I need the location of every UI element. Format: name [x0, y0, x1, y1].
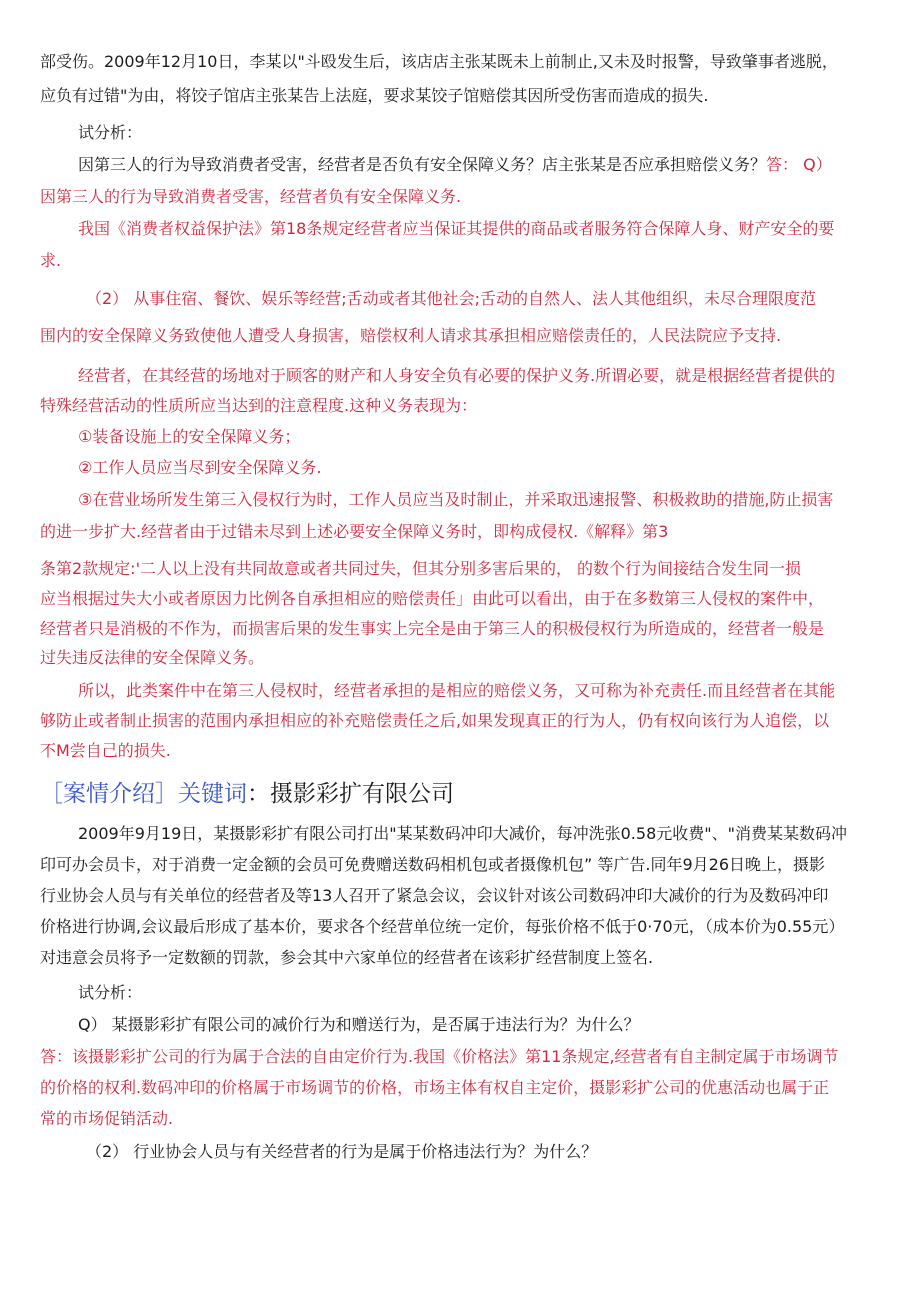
case-intro-line: 部受伤。2009年12月10日，李某以"斗殴发生后，该店店主张某既未上前制止,又未及时报警，导致肇事者逃脱，	[40, 52, 838, 71]
answer-list-item: ③在营业场所发生第三入侵权行为时，工作人员应当及时制止，并采取迅速报警、积极救助的措施,防止损害	[78, 490, 834, 509]
answer-line: 应当根据过失大小或者原因力比例各自承担相应的赔偿责任」由此可以看出，由于在多数第三人侵权的案件中，	[40, 589, 825, 608]
answer-line: 不M尝自己的损失.	[40, 741, 171, 760]
question-line: （2） 行业协会人员与有关经营者的行为是属于价格违法行为？为什么？	[86, 1142, 598, 1161]
answer-line: 围内的安全保障义务致使他人遭受人身损害，赔偿权利人请求其承担相应赔偿责任的，人民法院应予支持.	[40, 326, 782, 345]
case-line: 印可办会员卡，对于消费一定金额的会员可免费赠送数码相机包或者摄像机包” 等广告.同年9月26日晚上，摄影	[40, 855, 826, 874]
question-line: Q） 某摄影彩扩有限公司的减价行为和赠送行为，是否属于违法行为？为什么？	[78, 1015, 640, 1034]
answer-list-item: ①装备设施上的安全保障义务；	[78, 427, 301, 446]
answer-line: 条第2款规定:'二人以上没有共同故意或者共同过失，但其分别多害后果的， 的数个行为间接结合发生同一损	[40, 559, 802, 578]
answer-list-item: ②工作人员应当尽到安全保障义务.	[78, 458, 322, 477]
answer-line: 够防止或者制止损害的范围内承担相应的补充赔偿责任之后,如果发现真正的行为人，仍有权向该行为人追偿，以	[40, 711, 830, 730]
case-intro-line: 应负有过错"为由，将饺子馆店主张某告上法庭，要求某饺子馆赔偿其因所受伤害而造成的损失.	[40, 86, 709, 105]
heading-keyword: ［案情介绍］关键词	[40, 781, 247, 807]
case-line: 行业协会人员与有关单位的经营者及等13人召开了紧急会议，会议针对该公司数码冲印大减价的行为及数码冲印	[40, 886, 829, 905]
case-line: 价格进行协调,会议最后形成了基本价，要求各个经营单位统一定价，每张价格不低于0·70元，（成本价为0.55元）	[40, 917, 845, 936]
answer-line: 因第三人的行为导致消费者受害，经营者负有安全保障义务.	[40, 187, 462, 206]
answer-line: 常的市场促销活动.	[40, 1109, 174, 1128]
answer-line: 答：该摄影彩扩公司的行为属于合法的自由定价行为.我国《价格法》第11条规定,经营者有自主制定属于市场调节	[40, 1047, 839, 1066]
answer-line: 我国《消费者权益保护法》第18条规定经营者应当保证其提供的商品或者服务符合保障人身、财产安全的要	[78, 219, 835, 238]
answer-line: 所以，此类案件中在第三人侵权时，经营者承担的是相应的赔偿义务，又可称为补充责任.而且经营者在其能	[78, 681, 836, 700]
heading-title: ：摄影彩扩有限公司	[247, 781, 454, 807]
answer-line: （2） 从事住宿、餐饮、娱乐等经营;舌动或者其他社会;舌动的自然人、法人其他组织，未尽合理限度范	[86, 289, 817, 308]
case-line: 对违意会员将予一定数额的罚款，参会其中六家单位的经营者在该彩扩经营制度上签名.	[40, 948, 654, 967]
question-text: 因第三人的行为导致消费者受害，经营者是否负有安全保障义务？店主张某是否应承担赔偿义务？	[78, 155, 767, 174]
question-line	[78, 153, 832, 177]
answer-line: 过失违反法律的安全保障义务。	[40, 648, 265, 667]
analysis-label: 试分析：	[78, 983, 143, 1002]
case-line: 2009年9月19日，某摄影彩扩有限公司打出"某某数码冲印大减价，每冲洗张0.58元收费"、"消费某某数码冲	[78, 824, 847, 843]
answer-line: 的价格的权利.数码冲印的价格属于市场调节的价格，市场主体有权自主定价，摄影彩扩公司的优惠活动也属于正	[40, 1078, 830, 1097]
answer-line: 求.	[40, 251, 62, 270]
analysis-label: 试分析：	[78, 123, 143, 142]
section-heading	[40, 779, 454, 809]
answer-start: 答： Q）	[766, 155, 832, 174]
answer-line: 的进一步扩大.经营者由于过错未尽到上述必要安全保障义务时，即构成侵权.《解释》第3	[40, 522, 669, 541]
answer-line: 经营者只是消极的不作为，而损害后果的发生事实上完全是由于第三人的积极侵权行为所造成的，经营者一般是	[40, 619, 825, 638]
answer-line: 经营者，在其经营的场地对于顾客的财产和人身安全负有必要的保护义务.所谓必要，就是根据经营者提供的	[78, 366, 836, 385]
answer-line: 特殊经营活动的性质所应当达到的注意程度.这种义务表现为：	[40, 396, 478, 415]
